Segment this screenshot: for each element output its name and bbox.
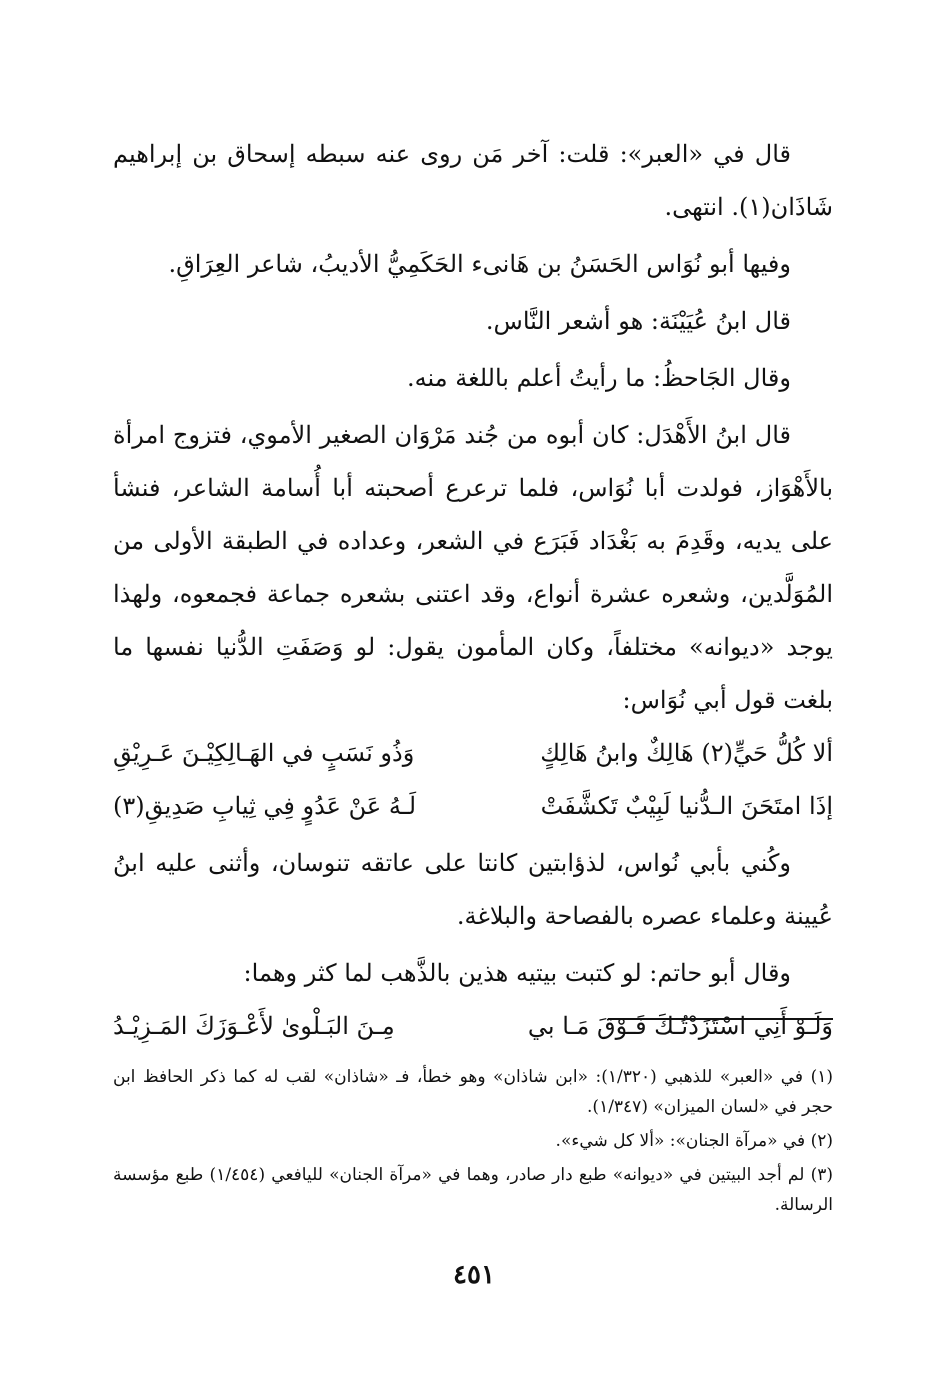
page-number: ٤٥١ bbox=[453, 1260, 495, 1290]
paragraph-al-jahiz: وقال الجَاحظُ: ما رأيتُ أعلم باللغة منه. bbox=[407, 364, 791, 392]
verse-line bbox=[113, 780, 833, 833]
footnote: (١) في «العبر» للذهبي (١/٣٢٠): «ابن شاذان» وهو خطأ، فـ «شاذان» لقب له كما ذكر الحافظ ابن حجر في «لسان الميزان» (١/٣٤٧). bbox=[113, 1067, 833, 1117]
verse-second-hemistich: لَـهُ عَنْ عَدُوٍ فِي ثِيابِ صَدِيقِ(٣) bbox=[113, 792, 417, 820]
footnotes bbox=[113, 1062, 833, 1224]
main-text bbox=[113, 128, 833, 1053]
verse-line bbox=[113, 727, 833, 780]
paragraph-ibn-uyayna: قال ابنُ عُيَيْنَة: هو أشعر النَّاس. bbox=[485, 307, 791, 335]
verse-first-hemistich: إذَا امتَحَنَ الـدُّنيا لَبِيْبٌ تَكشَّفَتْ bbox=[540, 792, 833, 820]
footnote: (٣) لم أجد البيتين في «ديوانه» طبع دار صادر، وهما في «مرآة الجنان» لليافعي (١/٤٥٤) طبع مؤسسة الرسالة. bbox=[113, 1165, 834, 1215]
paragraph-ibn-al-ahdal: قال ابنُ الأَهْدَل: كان أبوه من جُند مَرْوَان الصغير الأموي، فتزوج امرأة بالأَهْوَاز، فولدت أبا نُوَاس، فلما ترعرع أصحبته أبا أُسامة الشاعر، فنشأ على يديه، وقَدِمَ به بَغْدَاد فَبَرَع في الشعر، وعداده في الطبقة الأولى من المُوَلَّدين، وشعره عشرة أنواع، وقد اعتنى بشعره جماعة فجمعوه، ولهذا يوجد «ديوانه» مختلفاً، وكان المأمون يقول: لو وَصَفَتِ الدُّنيا نفسها ما بلغت قول أبي نُوَاس: bbox=[113, 421, 833, 714]
verse-second-hemistich: مِـنَ البَـلْوىٰ لأَعْـوَزَكَ المَـزِيْـدُ bbox=[113, 1012, 395, 1040]
paragraph-kunya: وكُني بأبي نُواس، لذؤابتين كانتا على عاتقه تنوسان، وأثنى عليه ابنُ عُيينة وعلماء عصره بالفصاحة والبلاغة. bbox=[113, 849, 833, 930]
verse-line bbox=[113, 1000, 833, 1053]
footnote-separator bbox=[608, 1018, 833, 1020]
paragraph-abu-hatim: وقال أبو حاتم: لو كتبت بيتيه هذين بالذَّهب لما كثر وهما: bbox=[243, 959, 791, 987]
verse-first-hemistich: وَلَـوْ أَنِي اسْتَزَدْتُـكَ فَـوْقَ مَـا بي bbox=[527, 1012, 833, 1040]
verse-first-hemistich: ألا كُلُّ حَيٍّ(٢) هَالِكٌ وابنُ هَالِكٍ bbox=[540, 739, 833, 767]
verse-second-hemistich: وَذُو نَسَبٍ في الهَـالِكِيْـنَ عَـرِيْقِ bbox=[113, 739, 415, 767]
paragraph-al-ibar: قال في «العبر»: قلت: آخر مَن روى عنه سبطه إسحاق بن إبراهيم شَاذَان(١). انتهى. bbox=[113, 140, 833, 221]
paragraph-abu-nuwas: وفيها أبو نُوَاس الحَسَنُ بن هَانىء الحَكَمِيُّ الأديبُ، شاعر العِرَاقِ. bbox=[168, 250, 791, 278]
footnote: (٢) في «مرآة الجنان»: «ألا كل شيء». bbox=[555, 1131, 833, 1151]
